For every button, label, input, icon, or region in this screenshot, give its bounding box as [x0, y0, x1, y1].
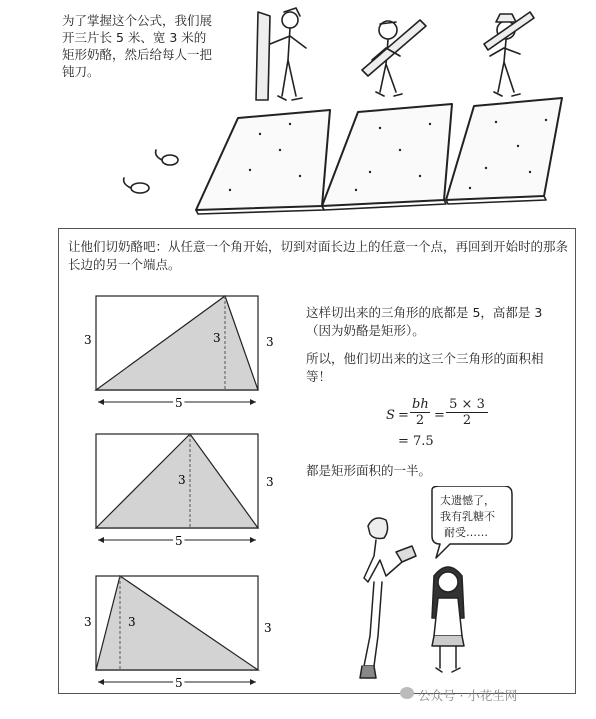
bubble-line-1: 太遗憾了，: [440, 494, 495, 507]
formula-frac1-num: bh: [412, 397, 429, 412]
bubble-line-3: 耐受……: [444, 526, 488, 539]
formula-equals-1: =: [398, 408, 409, 423]
triangle-diagram-2: [80, 430, 280, 550]
formula-lhs: S: [386, 408, 395, 423]
base-label-2: 5: [175, 534, 183, 548]
height-label-2: 3: [178, 473, 186, 487]
area-formula: [386, 396, 506, 452]
right-side-label-1: 3: [266, 335, 274, 349]
explanation-paragraph-2: 所以，他们切出来的这三个三角形的面积相等！: [306, 351, 544, 384]
left-side-label-3: 3: [84, 615, 92, 629]
character-1-figure: [256, 8, 306, 100]
woman-figure: [360, 518, 416, 678]
triangle-2: [96, 434, 258, 528]
cheese-slab-1: [196, 110, 330, 210]
triangle-diagram-1: [80, 292, 280, 412]
bubble-line-2: 我有乳糖不: [440, 510, 495, 523]
cheese-slab-3: [446, 98, 562, 200]
triangle-1: [96, 296, 258, 390]
right-side-label-2: 3: [266, 475, 274, 489]
explanation-paragraph-1: 这样切出来的三角形的底都是 5，高都是 3（因为奶酪是矩形）。: [306, 305, 543, 338]
height-label-1: 3: [213, 331, 221, 345]
character-2-figure: [362, 20, 426, 96]
cheese-illustration: [100, 0, 570, 220]
cheese-slab-2: [322, 104, 452, 206]
formula-frac2-num: 5 × 3: [446, 397, 488, 413]
base-label-3: 5: [175, 676, 183, 690]
formula-equals-2: =: [434, 408, 445, 423]
left-side-label-1: 3: [84, 333, 92, 347]
box-instruction: 让他们切奶酪吧：从任意一个角开始，切到对面长边上的任意一个点，再回到开始时的那条长边的另一个端点。: [68, 239, 569, 272]
mice-figure: [124, 150, 178, 193]
character-3-figure: [484, 12, 534, 96]
formula-frac1-den: 2: [415, 413, 425, 428]
girl-figure: [432, 567, 464, 672]
wechat-logo-icon: [400, 687, 414, 699]
formula-frac2-den: 2: [462, 413, 472, 428]
intro-text: 为了掌握这个公式，我们展开三片长 5 米、宽 3 米的矩形奶酪，然后给每人一把钝刀。: [62, 13, 213, 79]
right-side-label-3: 3: [264, 621, 272, 635]
watermark: 公众号 · 小花生网: [418, 688, 518, 703]
formula-result: = 7.5: [398, 434, 434, 449]
explanation-paragraph-3: 都是矩形面积的一半。: [306, 463, 432, 478]
triangle-diagram-3: [80, 572, 280, 692]
formula-fraction-2: [446, 397, 488, 428]
height-label-3: 3: [128, 615, 136, 629]
base-label-1: 5: [175, 396, 183, 410]
formula-fraction-1: [410, 397, 430, 428]
characters-illustration: [340, 486, 520, 686]
